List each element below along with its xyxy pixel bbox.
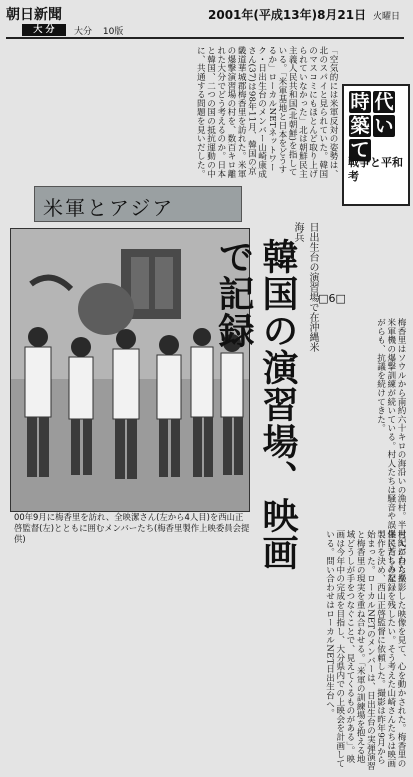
issue-weekday: 火曜日 [372, 12, 400, 22]
paper-name: 朝日新聞 [6, 7, 62, 23]
article-body-bottom: 村人が自ら撮影した映像を見て、心を動かされた。梅香里の住民たちの記録を残したい。そう考えた山崎さんたちは映画製作を決め、西山正啓監督に依頼した。撮影は昨年9月から始まった。ローカルNETのメンバーは、日出生台の実弾演習と梅香里の現実を重ね合わせる。「米軍の訓練場を抱える地域どうしが手をつなぐことで、見えてくるものがある」。映画は今年中の完成を目指し、大分県内での上映会を計画している。問い合わせはローカルNET日出生台へ。 [324, 530, 406, 771]
photo-caption: 00年9月に梅香里を訪れ、全映潔さん(左から4人目)を西山正啓監督(左)とともに囲むメンバーたち(梅香里製作上映委員会提供) [14, 512, 250, 544]
series-char: 築 [350, 115, 370, 137]
series-subtitle: 戦争と平和考 [348, 156, 403, 183]
masthead-rule [6, 37, 404, 39]
section-banner [34, 186, 242, 222]
masthead-info [74, 24, 131, 37]
article-headline: 韓国の演習場、映画で記録 [213, 238, 299, 571]
series-char: い [374, 115, 394, 137]
article-subhead: 日出生台の演習場で在沖縄米海兵 [292, 222, 318, 352]
series-title [348, 90, 402, 162]
section-banner-text: 米軍とアジア [43, 196, 175, 220]
issue-date: 2001年(平成13年)8月21日 [208, 8, 367, 22]
series-char: て [350, 139, 370, 161]
article-body-right: 梅香里はソウルから南約六十キロの海沿いの漁村。半世紀にわたり米軍機の爆撃訓練が続いている。村人たちは騒音や誤爆に苦しみながらも、抗議を続けてきた。 [375, 318, 406, 582]
edition-badge: 大 分 [22, 24, 66, 36]
version-label: 10版 [102, 27, 124, 37]
series-char: 代 [374, 91, 394, 113]
series-box [342, 84, 410, 206]
series-char: 時 [350, 91, 370, 113]
article-body-top: 「空気的には米軍反対の姿勢は、北のスパイと見られていた。韓国のマスコミにもほとんど取り上げられていなかった」北は朝鮮民主主義人民共和国(北朝鮮)を指している。「米軍基地と日本をどうするか」ローカルNETネットワーク・日出生台のメンバー山崎康成さん(37)は98年11月、韓国の京畿道華城郡梅香里を訪れた。米軍の爆撃演習場の村を、数百キロ離れた大分でどう考えるのか。日本と韓国、二つの国の抵抗運動の中に、共通する問題を見いだした。 [195, 46, 338, 178]
region-label: 大分 [74, 27, 93, 37]
article-number: □6□ [318, 292, 346, 305]
masthead [6, 4, 406, 38]
